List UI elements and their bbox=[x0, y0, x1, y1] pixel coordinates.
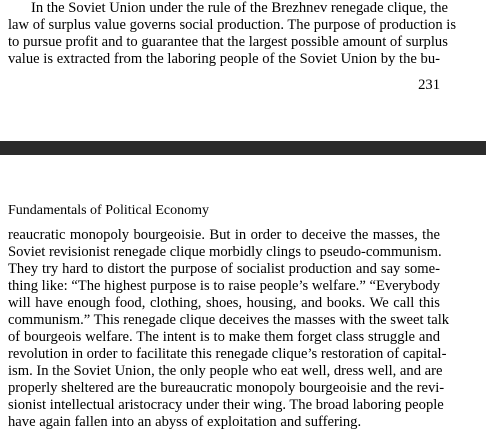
body-text-line: Soviet revisionist renegade clique morbidly clings to pseudo-communism. bbox=[8, 244, 442, 260]
page-number: 231 bbox=[418, 77, 440, 93]
body-text-line: have again fallen into an abyss of exploitation and suffering. bbox=[8, 414, 362, 430]
body-text-line: to pursue profit and to guarantee that the largest possible amount of surplus bbox=[8, 34, 448, 50]
body-text-line: thing like: “The highest purpose is to raise people’s welfare.” “Everybody bbox=[8, 278, 440, 294]
body-text-line: reaucratic monopoly bourgeoisie. But in order to deceive the masses, the bbox=[8, 227, 440, 243]
body-text-line: value is extracted from the laboring people of the Soviet Union by the bu- bbox=[8, 51, 440, 67]
body-text-line: law of surplus value governs social production. The purpose of production is bbox=[8, 17, 456, 33]
body-text-line: revolution in order to facilitate this renegade clique’s restoration of capital- bbox=[8, 346, 447, 362]
body-text-line: sionist intellectual aristocracy under their wing. The broad laboring people bbox=[8, 397, 444, 413]
page-break-separator bbox=[0, 141, 486, 155]
body-text-line: of bourgeois welfare. The intent is to make them forget class struggle and bbox=[8, 329, 440, 345]
body-text-line: properly sheltered are the bureaucratic monopoly bourgeoisie and the revi- bbox=[8, 380, 445, 396]
body-text-line: In the Soviet Union under the rule of the Brezhnev renegade clique, the bbox=[31, 0, 448, 16]
running-head: Fundamentals of Political Economy bbox=[8, 203, 210, 218]
body-text-line: They try hard to distort the purpose of socialist production and say some- bbox=[8, 261, 440, 277]
body-text-line: communism.” This renegade clique deceives the masses with the sweet talk bbox=[8, 312, 450, 328]
body-text-line: ism. In the Soviet Union, the only people who eat well, dress well, and are bbox=[8, 363, 443, 379]
body-text-line: will have enough food, clothing, shoes, housing, and books. We call this bbox=[8, 295, 440, 311]
